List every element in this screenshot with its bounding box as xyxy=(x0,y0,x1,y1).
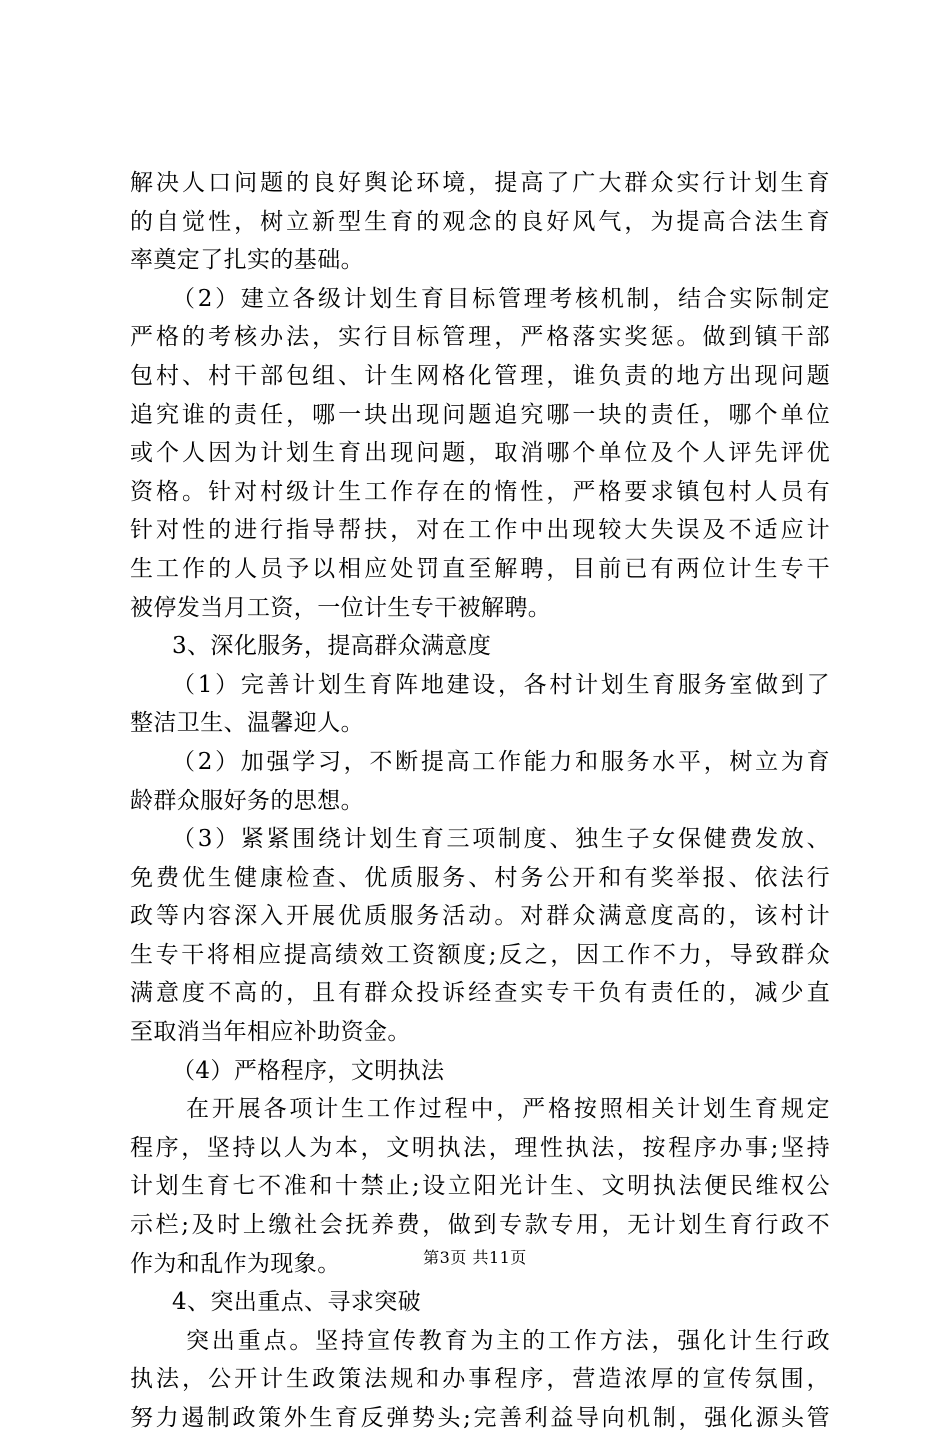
text-line: 严格的考核办法，实行目标管理，严格落实奖惩。做到镇干部 xyxy=(130,324,830,351)
text-line: 在开展各项计生工作过程中，严格按照相关计划生育规定 xyxy=(186,1096,830,1123)
text-line: （2）加强学习，不断提高工作能力和服务水平，树立为育 xyxy=(172,748,830,775)
text-line: 至取消当年相应补助资金。 xyxy=(130,1019,411,1046)
text-line: 执法，公开计生政策法规和办事程序，营造浓厚的宣传氛围， xyxy=(130,1366,830,1393)
text-line: 努力遏制政策外生育反弹势头;完善利益导向机制，强化源头管 xyxy=(130,1405,830,1431)
text-line: 4、突出重点、寻求突破 xyxy=(172,1289,422,1316)
text-line: 龄群众服好务的思想。 xyxy=(130,787,364,814)
text-line: 突出重点。坚持宣传教育为主的工作方法，强化计生行政 xyxy=(186,1327,830,1354)
text-line: 作为和乱作为现象。 xyxy=(130,1250,341,1277)
text-line: 率奠定了扎实的基础。 xyxy=(130,247,364,274)
text-line: 免费优生健康检查、优质服务、村务公开和有奖举报、依法行 xyxy=(130,864,830,891)
text-line: 示栏;及时上缴社会抚养费，做到专款专用，无计划生育行政不 xyxy=(130,1212,830,1239)
text-line: 整洁卫生、温馨迎人。 xyxy=(130,710,364,737)
text-line: 生专干将相应提高绩效工资额度;反之，因工作不力，导致群众 xyxy=(130,941,830,968)
text-line: 被停发当月工资，一位计生专干被解聘。 xyxy=(130,594,552,621)
text-line: 资格。针对村级计生工作存在的惰性，严格要求镇包村人员有 xyxy=(130,478,830,505)
text-line: 生工作的人员予以相应处罚直至解聘，目前已有两位计生专干 xyxy=(130,555,830,582)
text-line: 程序，坚持以人为本，文明执法，理性执法，按程序办事;坚持 xyxy=(130,1134,830,1161)
text-line: （2）建立各级计划生育目标管理考核机制，结合实际制定 xyxy=(172,285,830,312)
text-line: 满意度不高的，且有群众投诉经查实专干负有责任的，减少直 xyxy=(130,980,830,1007)
text-line: 包村、村干部包组、计生网格化管理，谁负责的地方出现问题 xyxy=(130,362,830,389)
text-line: 解决人口问题的良好舆论环境，提高了广大群众实行计划生育 xyxy=(130,170,830,196)
document-body xyxy=(130,164,830,1438)
page-footer: 第3页 共11页 xyxy=(423,1248,527,1267)
text-line: 3、深化服务，提高群众满意度 xyxy=(172,633,492,660)
text-line: 政等内容深入开展优质服务活动。对群众满意度高的，该村计 xyxy=(130,903,830,930)
text-line: 或个人因为计划生育出现问题，取消哪个单位及个人评先评优 xyxy=(130,440,830,467)
text-line: 追究谁的责任，哪一块出现问题追究哪一块的责任，哪个单位 xyxy=(130,401,830,428)
text-line: （1）完善计划生育阵地建设，各村计划生育服务室做到了 xyxy=(172,671,830,698)
text-line: （3）紧紧围绕计划生育三项制度、独生子女保健费发放、 xyxy=(172,826,830,853)
text-line: （4）严格程序，文明执法 xyxy=(172,1057,445,1084)
text-line: 计划生育七不准和十禁止;设立阳光计生、文明执法便民维权公 xyxy=(130,1173,830,1200)
text-line: 的自觉性，树立新型生育的观念的良好风气，为提高合法生育 xyxy=(130,208,830,235)
text-line: 针对性的进行指导帮扶，对在工作中出现较大失误及不适应计 xyxy=(130,517,830,544)
